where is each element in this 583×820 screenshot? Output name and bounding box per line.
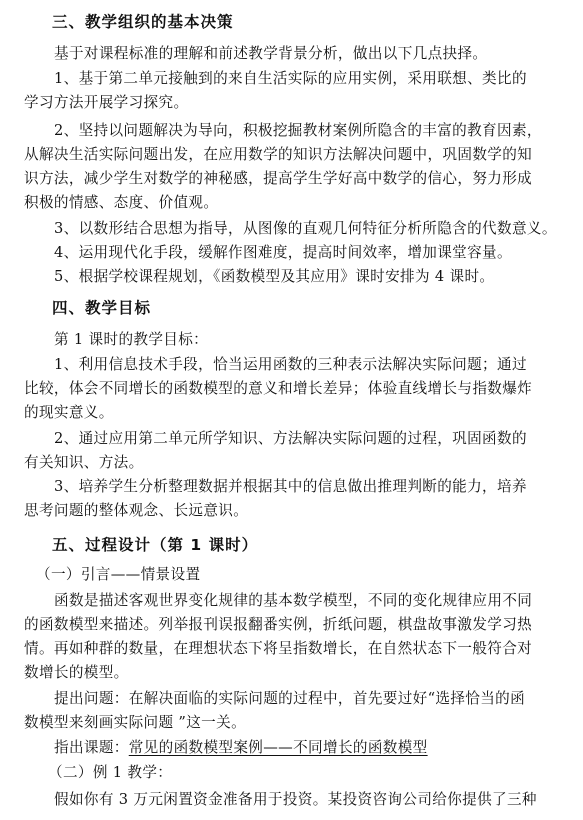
paragraph-line: 3、培养学生分析整理数据并根据其中的信息做出推理判断的能力，培养: [54, 478, 527, 495]
subheading-introduction: （一）引言——情景设置: [36, 566, 201, 583]
paragraph-line: 第 1 课时的教学目标：: [54, 331, 209, 348]
paragraph-line: 1、利用信息技术手段，恰当运用函数的三种表示法解决实际问题；通过: [54, 356, 527, 373]
paragraph-line: 5、根据学校课程规划，《函数模型及其应用》课时安排为 4 课时。: [54, 268, 495, 285]
section-heading-objectives: 四、教学目标: [52, 299, 152, 317]
paragraph-line: 积极的情感、态度、价值观。: [24, 194, 219, 211]
paragraph-line: 提出问题：在解决面临的实际问题的过程中，首先要过好“选择恰当的函: [54, 690, 526, 707]
paragraph-line: 的现实意义。: [24, 404, 114, 421]
section-heading-process: 五、过程设计（第 1 课时）: [52, 536, 259, 554]
topic-prefix: 指出课题：: [54, 739, 129, 756]
paragraph-line: 数增长的模型。: [24, 664, 129, 681]
paragraph-line: 情。再如种群的数量，在理想状态下将呈指数增长，在自然状态下一般符合对: [24, 640, 533, 657]
paragraph-line: 有关知识、方法。: [24, 454, 144, 471]
paragraph-line: 从解决生活实际问题出发，在应用数学的知识方法解决问题中，巩固数学的知: [24, 146, 533, 163]
paragraph-line: 数模型来刻画实际问题 ”这一关。: [24, 714, 247, 731]
paragraph-line: 1、基于第二单元接触到的来自生活实际的应用实例，采用联想、类比的: [54, 70, 527, 87]
paragraph-line: 4、运用现代化手段，缓解作图难度，提高时间效率，增加课堂容量。: [54, 244, 512, 261]
section-heading-decisions: 三、教学组织的基本决策: [52, 13, 234, 31]
paragraph-line: 识方法，减少学生对数学的神秘感，提高学生学好高中数学的信心，努力形成: [24, 170, 533, 187]
paragraph-line: 思考问题的整体观念、长远意识。: [24, 502, 249, 519]
paragraph-line: 假如你有 3 万元闲置资金准备用于投资。某投资咨询公司给你提供了三种: [54, 791, 537, 808]
topic-title: 常见的函数模型案例——不同增长的函数模型: [128, 739, 428, 756]
paragraph-line: 基于对课程标准的理解和前述教学背景分析，做出以下几点抉择。: [54, 45, 488, 62]
paragraph-line: 3、以数形结合思想为指导，从图像的直观几何特征分析所隐含的代数意义。: [54, 220, 557, 237]
paragraph-line: 函数是描述客观世界变化规律的基本数学模型，不同的变化规律应用不同: [54, 592, 533, 609]
paragraph-line: 学习方法开展学习探究。: [24, 94, 189, 111]
paragraph-line: 2、坚持以问题解决为导向，积极挖掘教材案例所隐含的丰富的教育因素，: [54, 122, 542, 139]
paragraph-line: 2、通过应用第二单元所学知识、方法解决实际问题的过程，巩固函数的: [54, 430, 527, 447]
paragraph-line: 比较，体会不同增长的函数模型的意义和增长差异；体验直线增长与指数爆炸: [24, 380, 533, 397]
paragraph-line: 的函数模型来描述。列举报刊误报翻番实例，折纸问题，棋盘故事激发学习热: [24, 616, 533, 633]
topic-line: [54, 736, 583, 760]
subheading-example: （二）例 1 教学：: [48, 764, 173, 781]
